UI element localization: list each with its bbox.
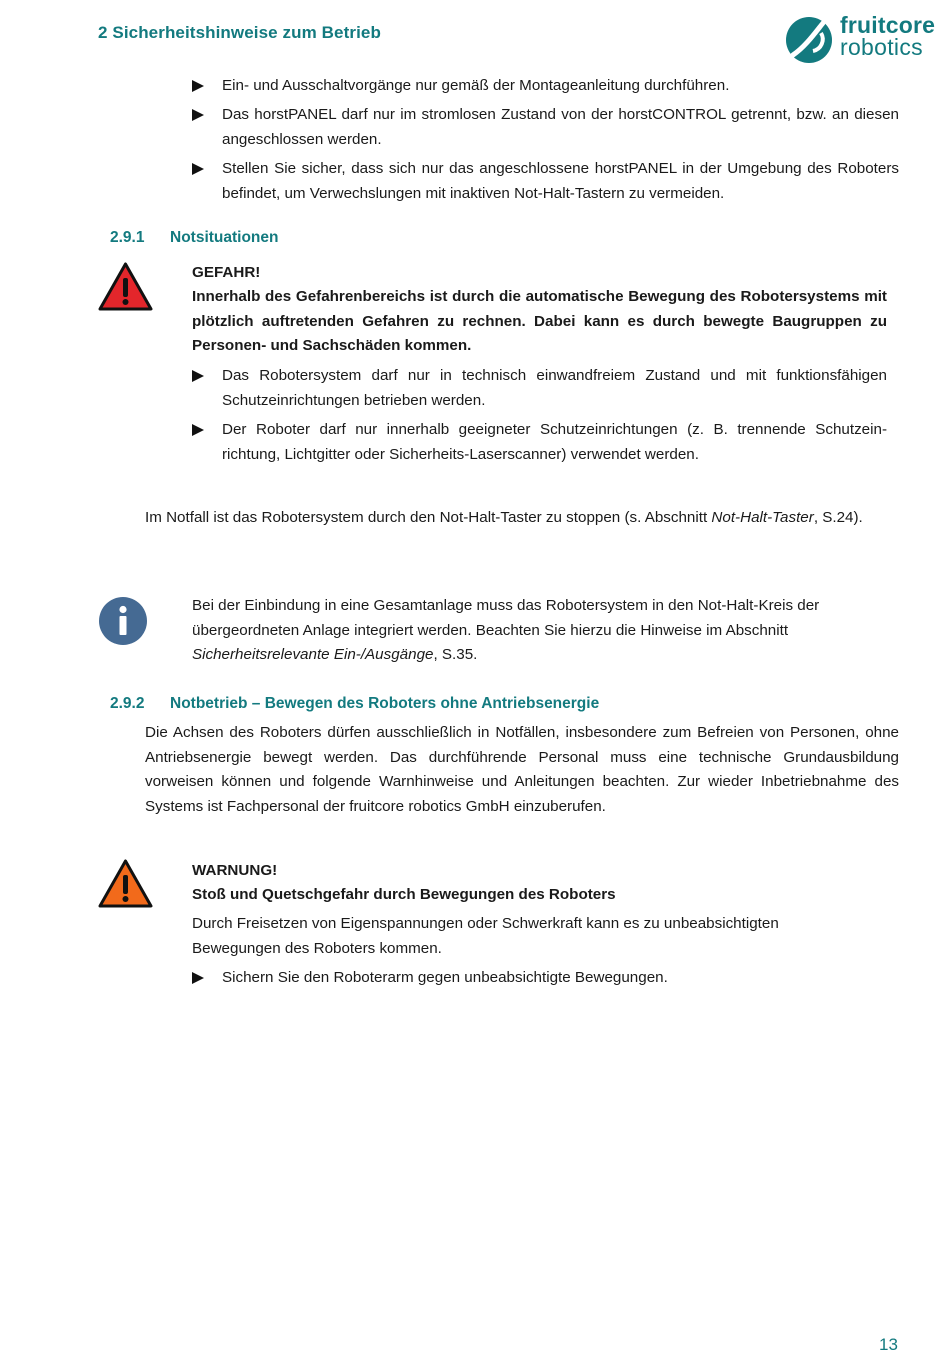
page-number: 13 [879,1335,898,1354]
section-number: 2.9.2 [110,695,145,712]
notbetrieb-paragraph: Die Achsen des Roboters dürfen ausschließlich in Notfällen, insbesondere zum Befreien von Personen, ohne Antriebsenergie bewegt werden. Das durchführende Personal muss eine technische Grundausbildung vorweisen können und folgende Warnhinweise und Anleitungen beachten. Zur wieder Inbetriebnahme des Systems ist Fachpersonal der fruitcore robotics GmbH einzuberufen. [145,724,899,815]
danger-heading: Innerhalb des Gefahrenbereichs ist durch die automatische Bewegung des Robotersystems mit plötzlich auftretenden Gefahren zu rechnen. Dabei kann es durch bewegte Baugruppen zu Personen- und Sachschäden kommen. [192,288,887,354]
list-item: Das horstPANEL darf nur im stromlosen Zustand von der horstCONTROL getrennt, bzw. an diesen angeschlossen werden. [192,103,899,152]
bullet-arrow-icon [192,109,204,121]
running-header-title: 2 Sicherheitshinweise zum Betrieb [98,23,381,42]
warning-heading: Stoß und Quetschgefahr durch Bewegungen des Roboters [192,886,616,903]
cross-reference-link[interactable]: Not-Halt-Taster [711,509,814,526]
list-item: Das Robotersystem darf nur in technisch einwandfreiem Zustand und mit funktionsfähigen Schutzeinrichtungen betrieben werden. [192,364,887,413]
cross-reference-link[interactable]: Sicherheitsrelevante Ein-/Ausgänge [192,646,434,663]
bullet-arrow-icon [192,163,204,175]
logo-wordmark-line1: fruitcore [840,12,936,38]
warning-triangle-icon [97,858,154,910]
emergency-paragraph: Im Notfall ist das Robotersystem durch den Not-Halt-Taster zu stoppen (s. Abschnitt Not-Halt-Taster, S.24). [145,509,863,526]
list-item: Ein- und Ausschaltvorgänge nur gemäß der Montageanleitung durchführen. [192,74,899,99]
bullet-arrow-icon [192,370,204,382]
danger-triangle-icon [97,261,154,313]
info-circle-icon [98,596,148,646]
section-number: 2.9.1 [110,229,145,246]
fruitcore-logo-mark-icon [785,15,835,65]
info-note: Bei der Einbindung in eine Gesamtanlage muss das Robotersystem in den Not-Halt-Kreis der übergeordneten Anlage integriert werden. Beachten Sie hierzu die Hinweise im Abschnitt Sicherheitsrelevante Ein-/Ausgänge, S.35. [192,597,820,663]
list-item: Sichern Sie den Roboterarm gegen unbeabsichtigte Bewegungen. [192,966,887,991]
bullet-arrow-icon [192,424,204,436]
section-title: Notsituationen [170,229,279,246]
warning-label: WARNUNG! [192,862,278,879]
bullet-arrow-icon [192,80,204,92]
logo-wordmark-line2: robotics [840,34,923,60]
section-heading-2-9-2 [110,692,599,717]
list-item: Der Roboter darf nur innerhalb geeigneter Schutzeinrichtungen (z. B. trennende Schutzeinrichtung, Lichtgitter oder Sicherheits-Laserscanner) verwendet werden. [192,418,887,467]
bullet-arrow-icon [192,972,204,984]
list-item: Stellen Sie sicher, dass sich nur das angeschlossene horstPANEL in der Umgebung des Roboters befindet, um Verwechslungen mit inaktiven Not-Halt-Tastern zu vermeiden. [192,157,899,206]
section-title: Notbetrieb – Bewegen des Roboters ohne Antriebsenergie [170,695,600,712]
fruitcore-logo [785,14,940,66]
section-heading-2-9-1 [110,226,279,251]
danger-label: GEFAHR! [192,264,261,281]
warning-text: Durch Freisetzen von Eigenspannungen oder Schwerkraft kann es zu unbeabsichtigten Bewegungen des Roboters kommen. [192,915,779,957]
